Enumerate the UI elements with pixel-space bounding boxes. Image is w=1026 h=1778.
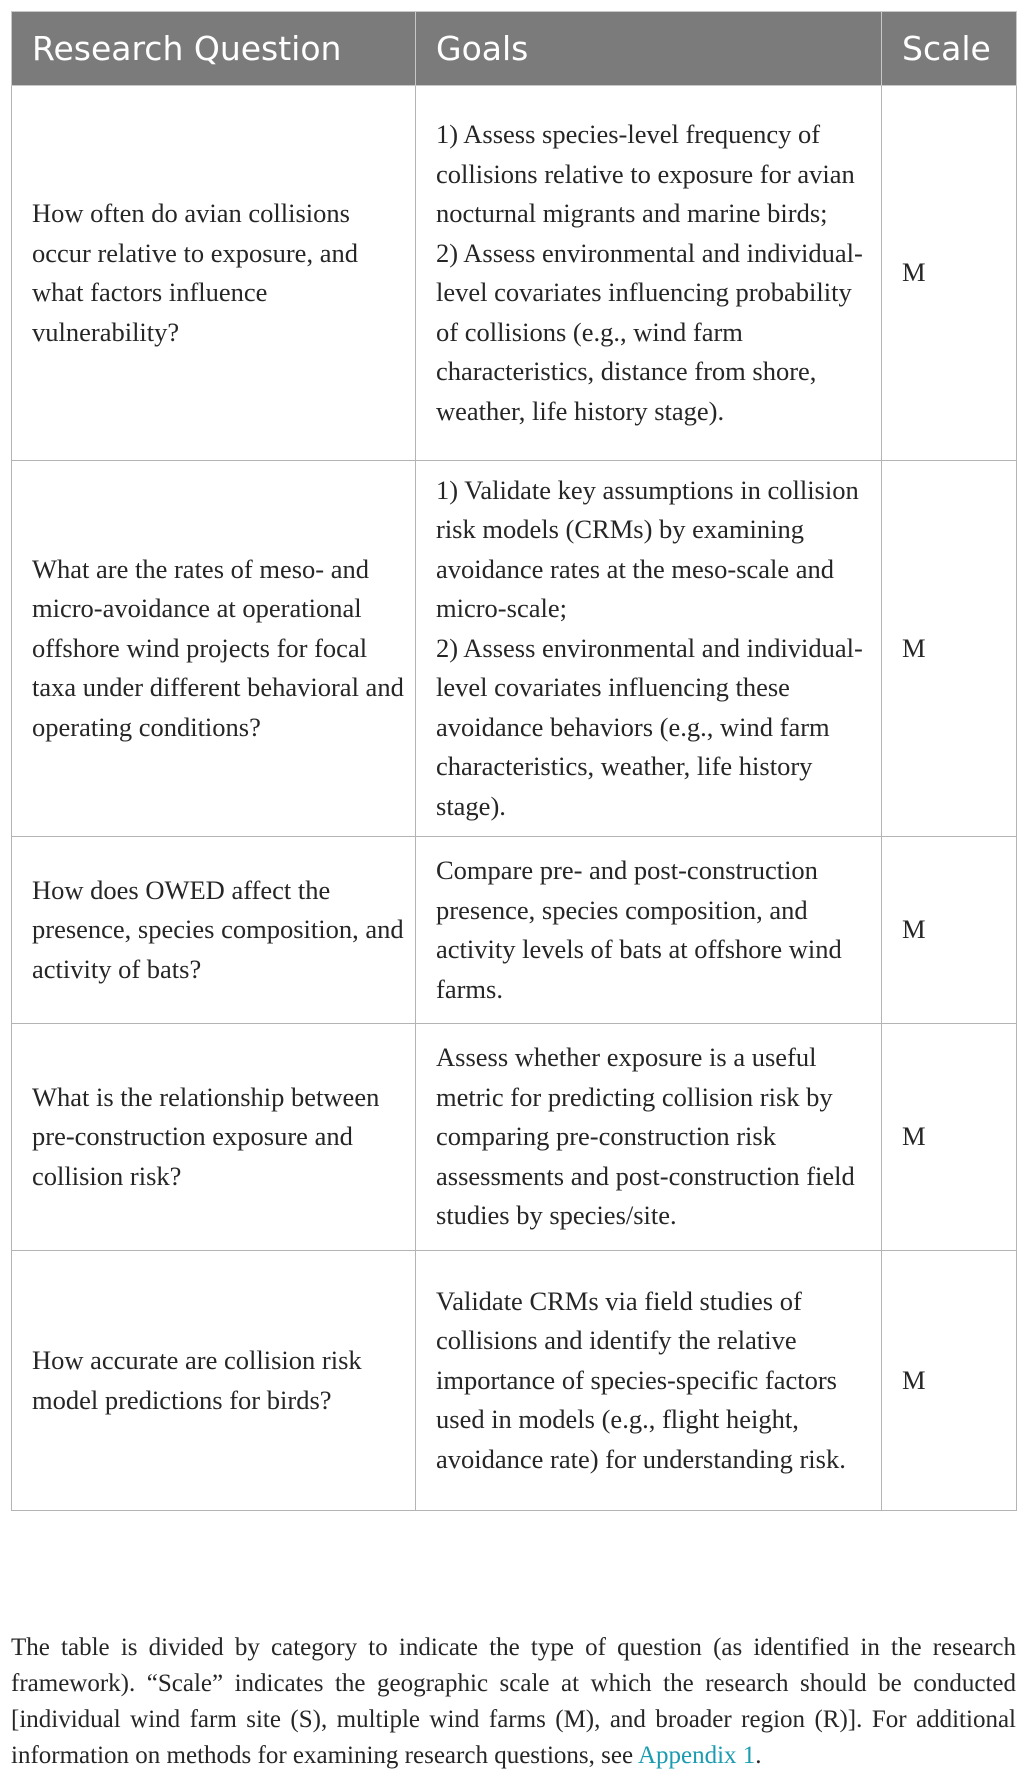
table-header-row: [12, 12, 1017, 86]
research-question-cell: How does OWED affect the presence, species composition, and activity of bats?: [12, 837, 416, 1024]
table-row: [12, 461, 1017, 837]
goal-item: 2) Assess environmental and individual-level covariates influencing these avoidance behaviors (e.g., wind farm characteristics, weather, life history stage).: [436, 632, 863, 821]
table-footnote: [11, 1630, 1016, 1774]
scale-cell: M: [882, 1024, 1017, 1251]
scale-cell: M: [882, 837, 1017, 1024]
research-question-cell: What are the rates of meso- and micro-avoidance at operational offshore wind projects for focal taxa under different behavioral and operating conditions?: [12, 461, 416, 837]
goals-cell: [416, 837, 882, 1024]
research-question-cell: How often do avian collisions occur relative to exposure, and what factors influence vulnerability?: [12, 86, 416, 461]
goal-item: 1) Validate key assumptions in collision risk models (CRMs) by examining avoidance rates at the meso-scale and micro-scale;: [436, 474, 859, 624]
research-question-cell: What is the relationship between pre-construction exposure and collision risk?: [12, 1024, 416, 1251]
goal-item: 1) Assess species-level frequency of collisions relative to exposure for avian nocturnal migrants and marine birds;: [436, 119, 855, 228]
header-scale: Scale: [882, 12, 1017, 86]
table-row: [12, 1251, 1017, 1511]
research-question-cell: How accurate are collision risk model predictions for birds?: [12, 1251, 416, 1511]
goals-cell: [416, 86, 882, 461]
table-row: [12, 1024, 1017, 1251]
scale-cell: M: [882, 461, 1017, 837]
footnote-end: .: [755, 1742, 762, 1769]
goals-cell: [416, 1251, 882, 1511]
research-table-container: [11, 11, 1016, 1511]
footnote-text: The table is divided by category to indicate the type of question (as identified in the research framework). “Scale” indicates the geographic scale at which the research should be conducted [individual wind farm site (S), multiple wind farms (M), and broader region (R)]. For additional information on methods for examining research questions, see: [11, 1634, 1016, 1769]
table-row: [12, 86, 1017, 461]
header-goals: Goals: [416, 12, 882, 86]
appendix-link[interactable]: Appendix 1: [637, 1742, 756, 1769]
header-research-question: Research Question: [12, 12, 416, 86]
scale-cell: M: [882, 86, 1017, 461]
goal-item: Compare pre- and post-construction presence, species composition, and activity levels of bats at offshore wind farms.: [436, 855, 842, 1004]
research-questions-table: [11, 11, 1017, 1511]
table-row: [12, 837, 1017, 1024]
goal-item: Validate CRMs via field studies of collisions and identify the relative importance of species-specific factors used in models (e.g., flight height, avoidance rate) for understanding risk.: [436, 1285, 846, 1474]
goal-item: 2) Assess environmental and individual-level covariates influencing probability of collisions (e.g., wind farm characteristics, distance from shore, weather, life history stage).: [436, 237, 863, 426]
goals-cell: [416, 1024, 882, 1251]
scale-cell: M: [882, 1251, 1017, 1511]
goals-cell: [416, 461, 882, 837]
goal-item: Assess whether exposure is a useful metric for predicting collision risk by comparing pre-construction risk assessments and post-construction field studies by species/site.: [436, 1042, 855, 1231]
